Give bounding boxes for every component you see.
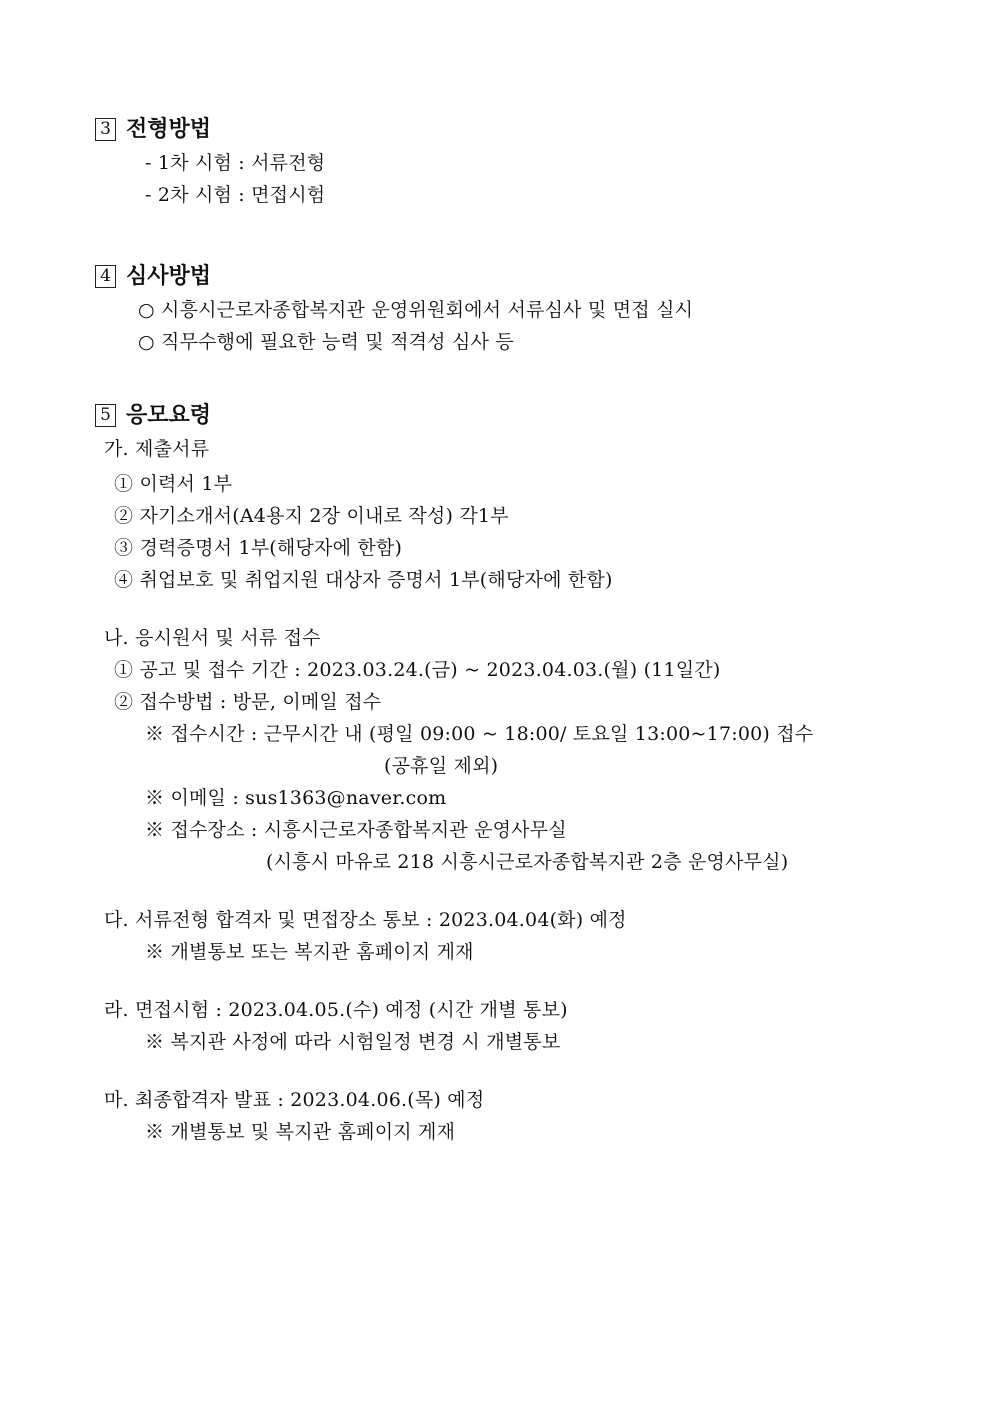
document-item-4: ④ 취업보호 및 취업지원 대상자 증명서 1부(해당자에 한함) xyxy=(114,569,613,591)
section-3-title: 전형방법 xyxy=(126,116,212,142)
subsection-ra-note: ※ 복지관 사정에 따라 시험일정 변경 시 개별통보 xyxy=(145,1031,561,1053)
section-3-heading xyxy=(95,114,211,144)
section-3-number: 3 xyxy=(95,118,116,141)
subsection-ga-title: 가. 제출서류 xyxy=(104,438,210,460)
section-5-heading xyxy=(95,400,211,430)
reception-time-note: (공휴일 제외) xyxy=(384,755,499,777)
section-4-title: 심사방법 xyxy=(126,263,212,289)
section-3-item-2: - 2차 시험 : 면접시험 xyxy=(145,184,326,206)
subsection-ma-note: ※ 개별통보 및 복지관 홈페이지 게재 xyxy=(145,1121,456,1143)
document-item-3: ③ 경력증명서 1부(해당자에 한함) xyxy=(114,537,403,559)
reception-address: (시흥시 마유로 218 시흥시근로자종합복지관 2층 운영사무실) xyxy=(266,851,789,873)
subsection-ra-title: 라. 면접시험 : 2023.04.05.(수) 예정 (시간 개별 통보) xyxy=(104,999,568,1021)
subsection-da-note: ※ 개별통보 또는 복지관 홈페이지 게재 xyxy=(145,941,474,963)
section-4-number: 4 xyxy=(95,265,116,288)
reception-email: ※ 이메일 : sus1363@naver.com xyxy=(145,787,447,809)
reception-time: ※ 접수시간 : 근무시간 내 (평일 09:00 ~ 18:00/ 토요일 13:00~17:00) 접수 xyxy=(145,723,814,745)
section-3-item-1: - 1차 시험 : 서류전형 xyxy=(145,152,326,174)
section-4-item-2: ○ 직무수행에 필요한 능력 및 적격성 심사 등 xyxy=(138,331,514,353)
section-4-heading xyxy=(95,261,211,291)
subsection-na-title: 나. 응시원서 및 서류 접수 xyxy=(104,627,321,649)
document-item-1: ① 이력서 1부 xyxy=(114,473,233,495)
application-period: ① 공고 및 접수 기간 : 2023.03.24.(금) ~ 2023.04.03.(월) (11일간) xyxy=(114,659,721,681)
section-5-title: 응모요령 xyxy=(126,402,212,428)
document-item-2: ② 자기소개서(A4용지 2장 이내로 작성) 각1부 xyxy=(114,505,509,527)
application-method: ② 접수방법 : 방문, 이메일 접수 xyxy=(114,691,382,713)
section-5-number: 5 xyxy=(95,404,116,427)
section-4-item-1: ○ 시흥시근로자종합복지관 운영위원회에서 서류심사 및 면접 실시 xyxy=(138,299,694,321)
subsection-da-title: 다. 서류전형 합격자 및 면접장소 통보 : 2023.04.04(화) 예정 xyxy=(104,909,627,931)
subsection-ma-title: 마. 최종합격자 발표 : 2023.04.06.(목) 예정 xyxy=(104,1089,485,1111)
reception-place: ※ 접수장소 : 시흥시근로자종합복지관 운영사무실 xyxy=(145,819,567,841)
